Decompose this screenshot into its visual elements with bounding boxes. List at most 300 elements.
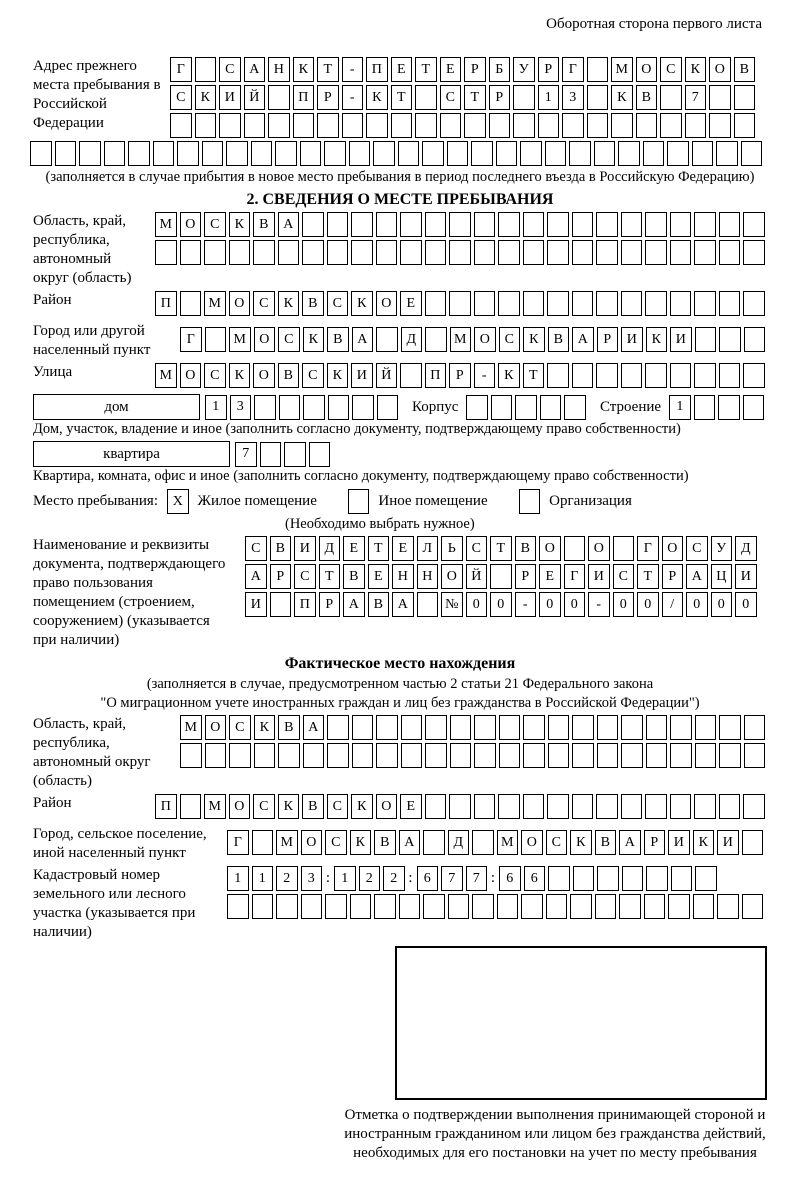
char-box — [523, 212, 545, 237]
char-box — [202, 141, 224, 166]
char-box — [695, 743, 717, 768]
char-box — [670, 743, 692, 768]
prev-address-row-1 — [170, 57, 755, 82]
char-box — [596, 363, 618, 388]
char-box: О — [474, 327, 496, 352]
char-box: С — [686, 536, 708, 561]
char-box: С — [499, 327, 521, 352]
actual-location-note-2: "О миграционном учете иностранных граждан и лиц без гражданства в Российской Федерации") — [100, 695, 700, 711]
confirmation-caption: Отметка о подтверждении выполнения принимающей стороной и иностранным гражданином или лицом без гражданства действий, необходимых для его постановки на учет по месту пребывания — [344, 1107, 766, 1161]
char-box — [718, 395, 740, 420]
char-box — [694, 212, 716, 237]
char-box: Г — [170, 57, 192, 82]
char-box — [513, 113, 535, 138]
char-box — [450, 743, 472, 768]
char-box — [376, 240, 398, 265]
char-box — [547, 794, 569, 819]
char-box: П — [366, 57, 388, 82]
char-box: Е — [440, 57, 462, 82]
char-box: О — [205, 715, 227, 740]
char-box: Т — [523, 363, 545, 388]
prev-address-rows — [170, 57, 755, 141]
char-box: К — [254, 715, 276, 740]
char-box: 3 — [301, 866, 323, 891]
char-box: П — [294, 592, 316, 617]
char-box — [376, 743, 398, 768]
char-box: Й — [466, 564, 488, 589]
char-box: Е — [539, 564, 561, 589]
char-box: Б — [489, 57, 511, 82]
char-box — [621, 794, 643, 819]
char-box: И — [219, 85, 241, 110]
char-box — [597, 743, 619, 768]
char-box: С — [325, 830, 347, 855]
char-box — [564, 395, 586, 420]
char-box — [227, 894, 249, 919]
char-box: Е — [392, 536, 414, 561]
char-box — [180, 240, 202, 265]
char-box: М — [450, 327, 472, 352]
char-box — [252, 894, 274, 919]
char-box — [55, 141, 77, 166]
char-box — [572, 291, 594, 316]
char-box — [547, 291, 569, 316]
char-box — [195, 57, 217, 82]
char-box — [523, 240, 545, 265]
char-box: С — [245, 536, 267, 561]
char-box — [464, 113, 486, 138]
char-box: А — [278, 212, 300, 237]
char-box: С — [613, 564, 635, 589]
char-box: В — [327, 327, 349, 352]
char-box — [719, 363, 741, 388]
char-box: С — [204, 363, 226, 388]
char-box — [621, 363, 643, 388]
city-field — [33, 322, 800, 360]
char-box — [645, 291, 667, 316]
char-box — [546, 894, 568, 919]
actual-location-title: Фактическое место нахождения — [284, 655, 516, 672]
char-box: Н — [417, 564, 439, 589]
char-box: В — [278, 715, 300, 740]
char-box: Д — [319, 536, 341, 561]
char-box — [244, 113, 266, 138]
char-box: - — [474, 363, 496, 388]
char-box — [694, 291, 716, 316]
char-box: И — [717, 830, 739, 855]
char-box — [587, 85, 609, 110]
char-box: О — [229, 794, 251, 819]
char-box: 7 — [441, 866, 463, 891]
char-box — [594, 141, 616, 166]
char-box: 3 — [230, 395, 252, 420]
char-box — [128, 141, 150, 166]
stay-type-note: (Необходимо выбрать нужное) — [285, 516, 475, 532]
char-box: М — [180, 715, 202, 740]
char-box — [252, 830, 274, 855]
char-box: 1 — [252, 866, 274, 891]
region-row-1 — [155, 212, 765, 237]
char-box: О — [636, 57, 658, 82]
char-box — [268, 85, 290, 110]
char-box: О — [539, 536, 561, 561]
char-box: С — [253, 794, 275, 819]
char-box: А — [399, 830, 421, 855]
char-box: Д — [448, 830, 470, 855]
char-box: К — [327, 363, 349, 388]
char-box: В — [515, 536, 537, 561]
char-box — [644, 894, 666, 919]
char-box: Г — [562, 57, 584, 82]
char-box — [572, 715, 594, 740]
char-box — [498, 291, 520, 316]
char-box — [30, 141, 52, 166]
char-box: С — [660, 57, 682, 82]
street-field — [33, 363, 800, 391]
char-box: М — [155, 363, 177, 388]
house-row — [33, 394, 800, 420]
char-box — [668, 894, 690, 919]
char-box — [521, 894, 543, 919]
char-box — [622, 866, 644, 891]
char-box — [447, 141, 469, 166]
char-box: М — [276, 830, 298, 855]
char-box — [180, 291, 202, 316]
char-box — [572, 743, 594, 768]
char-box — [276, 894, 298, 919]
char-box — [744, 743, 766, 768]
char-box — [324, 141, 346, 166]
char-box — [646, 866, 668, 891]
char-box — [621, 212, 643, 237]
char-box: Е — [391, 57, 413, 82]
street-label: Улица — [33, 364, 73, 380]
char-box — [204, 240, 226, 265]
char-box: К — [366, 85, 388, 110]
document-row-2 — [245, 564, 757, 589]
char-box: В — [595, 830, 617, 855]
char-box — [498, 794, 520, 819]
char-box — [564, 536, 586, 561]
char-box — [643, 141, 665, 166]
char-box: К — [229, 212, 251, 237]
char-box — [719, 743, 741, 768]
char-box — [284, 442, 306, 467]
char-box: С — [170, 85, 192, 110]
char-box — [302, 212, 324, 237]
char-box: С — [327, 291, 349, 316]
char-box — [671, 866, 693, 891]
char-box — [422, 141, 444, 166]
char-box — [376, 715, 398, 740]
char-box — [260, 442, 282, 467]
char-box: О — [441, 564, 463, 589]
char-box — [499, 743, 521, 768]
char-box — [472, 830, 494, 855]
char-box: Е — [400, 291, 422, 316]
char-box: Р — [464, 57, 486, 82]
char-box — [205, 327, 227, 352]
char-box: 0 — [466, 592, 488, 617]
char-box: Й — [244, 85, 266, 110]
stay-option-checkbox-organization — [519, 489, 541, 514]
char-box: В — [270, 536, 292, 561]
char-box: Р — [662, 564, 684, 589]
char-box — [219, 113, 241, 138]
char-box — [401, 715, 423, 740]
char-box — [177, 141, 199, 166]
char-box: С — [302, 363, 324, 388]
char-box — [587, 113, 609, 138]
char-box: Т — [464, 85, 486, 110]
document-rows — [245, 536, 757, 650]
char-box: - — [588, 592, 610, 617]
char-box — [327, 240, 349, 265]
char-box: А — [352, 327, 374, 352]
char-box: О — [588, 536, 610, 561]
street-row — [155, 363, 765, 388]
char-box — [489, 113, 511, 138]
region-label: Область, край, республика, автономный округ (область) — [33, 213, 132, 286]
char-box: Р — [270, 564, 292, 589]
char-box — [327, 715, 349, 740]
char-box: 3 — [562, 85, 584, 110]
char-box — [398, 141, 420, 166]
page-side-note: Оборотная сторона первого листа — [546, 16, 762, 32]
cadastral-row-1 — [227, 866, 763, 891]
char-box — [695, 327, 717, 352]
char-box: С — [229, 715, 251, 740]
char-box — [520, 141, 542, 166]
char-box: П — [155, 794, 177, 819]
char-box: 0 — [686, 592, 708, 617]
char-box — [597, 715, 619, 740]
stay-option-checkbox-other-premises — [348, 489, 370, 514]
char-box — [104, 141, 126, 166]
char-box — [342, 113, 364, 138]
char-box: С — [466, 536, 488, 561]
char-box — [719, 291, 741, 316]
char-box — [744, 715, 766, 740]
char-box — [646, 743, 668, 768]
char-box — [376, 327, 398, 352]
char-box — [226, 141, 248, 166]
char-box — [569, 141, 591, 166]
char-box — [597, 866, 619, 891]
char-box — [743, 395, 765, 420]
char-box — [425, 794, 447, 819]
char-box: К — [350, 830, 372, 855]
char-box: О — [254, 327, 276, 352]
char-box: - — [342, 85, 364, 110]
char-box: К — [693, 830, 715, 855]
char-box — [743, 363, 765, 388]
char-box: Й — [376, 363, 398, 388]
actual-district-field — [33, 794, 800, 822]
char-box — [253, 240, 275, 265]
char-box — [670, 363, 692, 388]
char-box — [538, 113, 560, 138]
char-box: К — [278, 794, 300, 819]
cadastral-row-2 — [227, 894, 763, 919]
char-box — [498, 212, 520, 237]
char-box — [596, 291, 618, 316]
char-box: С — [440, 85, 462, 110]
char-box — [670, 291, 692, 316]
char-box: И — [294, 536, 316, 561]
char-box: 1 — [334, 866, 356, 891]
char-box: 7 — [466, 866, 488, 891]
char-box: И — [670, 327, 692, 352]
char-box — [660, 113, 682, 138]
char-box: Т — [317, 57, 339, 82]
char-box — [743, 291, 765, 316]
char-box — [694, 794, 716, 819]
char-box: К — [611, 85, 633, 110]
char-box: 2 — [383, 866, 405, 891]
char-box — [366, 113, 388, 138]
char-box — [695, 866, 717, 891]
char-box — [474, 212, 496, 237]
korpus-label: Корпус — [412, 398, 459, 415]
char-box — [449, 212, 471, 237]
char-box: А — [572, 327, 594, 352]
char-box — [474, 291, 496, 316]
char-box — [425, 240, 447, 265]
char-box — [349, 141, 371, 166]
char-box — [719, 794, 741, 819]
char-box: У — [513, 57, 535, 82]
char-box — [268, 113, 290, 138]
prev-address-overflow-row — [30, 141, 800, 166]
char-box — [743, 212, 765, 237]
char-box: Р — [317, 85, 339, 110]
actual-district-row — [155, 794, 765, 819]
char-box — [719, 327, 741, 352]
document-row-3 — [245, 592, 757, 617]
char-box: К — [351, 291, 373, 316]
char-box — [545, 141, 567, 166]
actual-city-field — [33, 825, 800, 863]
char-box — [716, 141, 738, 166]
char-box — [327, 743, 349, 768]
char-box: В — [548, 327, 570, 352]
actual-region-row-2 — [180, 743, 765, 768]
char-box — [301, 894, 323, 919]
char-box: Е — [343, 536, 365, 561]
city-label: Город или другой населенный пункт — [33, 323, 151, 358]
char-box — [645, 212, 667, 237]
char-box: 2 — [359, 866, 381, 891]
actual-city-label: Город, сельское поселение, иной населенный пункт — [33, 826, 207, 861]
char-box: К — [278, 291, 300, 316]
char-box: М — [155, 212, 177, 237]
char-box: Р — [538, 57, 560, 82]
stroenie-label: Строение — [599, 398, 662, 415]
colon-separator: : — [490, 870, 496, 886]
char-box: 7 — [235, 442, 257, 467]
char-box: О — [180, 212, 202, 237]
char-box: О — [709, 57, 731, 82]
char-box — [613, 536, 635, 561]
char-box — [548, 715, 570, 740]
char-box: Л — [417, 536, 439, 561]
char-box: 6 — [524, 866, 546, 891]
char-box — [300, 141, 322, 166]
char-box — [449, 794, 471, 819]
char-box: Т — [368, 536, 390, 561]
city-row — [180, 322, 765, 357]
char-box: И — [588, 564, 610, 589]
char-box: О — [180, 363, 202, 388]
char-box — [645, 240, 667, 265]
char-box — [278, 743, 300, 768]
char-box — [466, 395, 488, 420]
char-box: 0 — [539, 592, 561, 617]
char-box: М — [204, 291, 226, 316]
actual-region-row-1 — [180, 715, 765, 740]
cadastral-label: Кадастровый номер земельного или лесного участка (указывается при наличии) — [33, 867, 196, 940]
char-box: М — [611, 57, 633, 82]
section2-title: 2. СВЕДЕНИЯ О МЕСТЕ ПРЕБЫВАНИЯ — [246, 191, 554, 208]
char-box: И — [668, 830, 690, 855]
char-box — [572, 794, 594, 819]
region-rows — [155, 212, 765, 288]
char-box — [351, 212, 373, 237]
char-box: И — [735, 564, 757, 589]
stay-option-checkbox-residential: X — [167, 489, 189, 514]
char-box — [229, 240, 251, 265]
char-box: А — [303, 715, 325, 740]
char-box: 1 — [669, 395, 691, 420]
char-box: К — [498, 363, 520, 388]
char-box — [425, 212, 447, 237]
stay-option-label-organization: Организация — [549, 493, 632, 509]
char-box: К — [646, 327, 668, 352]
prev-address-row-3 — [170, 113, 755, 138]
char-box — [450, 715, 472, 740]
char-box — [595, 894, 617, 919]
char-box: 1 — [538, 85, 560, 110]
char-box: Т — [415, 57, 437, 82]
char-box: Т — [490, 536, 512, 561]
document-row-1 — [245, 536, 757, 561]
char-box: Д — [735, 536, 757, 561]
char-box — [474, 715, 496, 740]
char-box — [415, 85, 437, 110]
document-label: Наименование и реквизиты документа, подтверждающего право пользования помещением (строением, сооружением) (указывается при наличии) — [33, 537, 226, 648]
char-box: В — [253, 212, 275, 237]
char-box: П — [425, 363, 447, 388]
char-box: И — [351, 363, 373, 388]
char-box — [572, 212, 594, 237]
char-box: 0 — [735, 592, 757, 617]
char-box — [709, 85, 731, 110]
char-box: И — [621, 327, 643, 352]
char-box — [317, 113, 339, 138]
colon-separator: : — [408, 870, 413, 886]
house-number-row — [205, 395, 398, 420]
prev-address-row-2 — [170, 85, 755, 110]
region-field — [33, 212, 800, 288]
char-box — [587, 57, 609, 82]
char-box — [423, 894, 445, 919]
char-box: С — [253, 291, 275, 316]
char-box — [350, 894, 372, 919]
char-box — [472, 894, 494, 919]
char-box: В — [636, 85, 658, 110]
char-box: М — [229, 327, 251, 352]
